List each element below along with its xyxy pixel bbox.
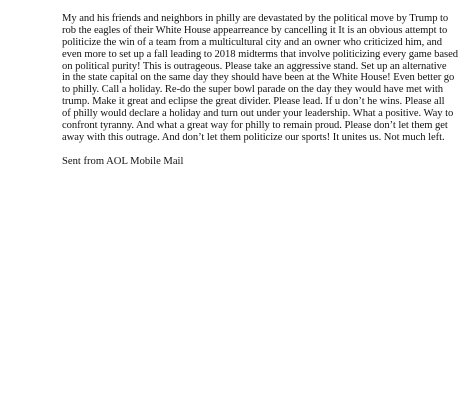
- email-body-line: away with this outrage. And don’t let them politicize our sports! It unites us. Not much left.: [62, 131, 445, 143]
- email-signature: Sent from AOL Mobile Mail: [62, 156, 184, 167]
- email-body-line: confront tyranny. And what a great way for philly to remain proud. Please don’t let them get: [62, 120, 448, 132]
- email-body-line: in the state capital on the same day they should have been at the White House! Even better go: [62, 72, 455, 84]
- email-body-line: even more to set up a fall leading to 2018 midterms that involve politicizing every game based: [62, 48, 458, 60]
- email-body-line: My and his friends and neighbors in philly are devastated by the political move by Trump to: [62, 13, 449, 24]
- email-body-line: politicize the win of a team from a multicultural city and an owner who criticized him, and: [62, 36, 442, 48]
- email-body-line: rob the eagles of their White House appearreance by cancelling it It is an obvious attempt to: [62, 24, 448, 36]
- email-body-line: to philly. Call a holiday. Re-do the super bowl parade on the day they would have met with: [62, 84, 444, 96]
- email-body-line: trump. Make it great and eclipse the great divider. Please lead. If u don’t he wins. Please all: [62, 96, 445, 108]
- email-body: [62, 13, 474, 144]
- email-body-line: on political purity! This is outrageous. Please take an aggressive stand. Set up an alternative: [62, 60, 447, 72]
- email-body-line: of philly would declare a holiday and turn out under your leadership. What a positive. Way to: [62, 108, 454, 120]
